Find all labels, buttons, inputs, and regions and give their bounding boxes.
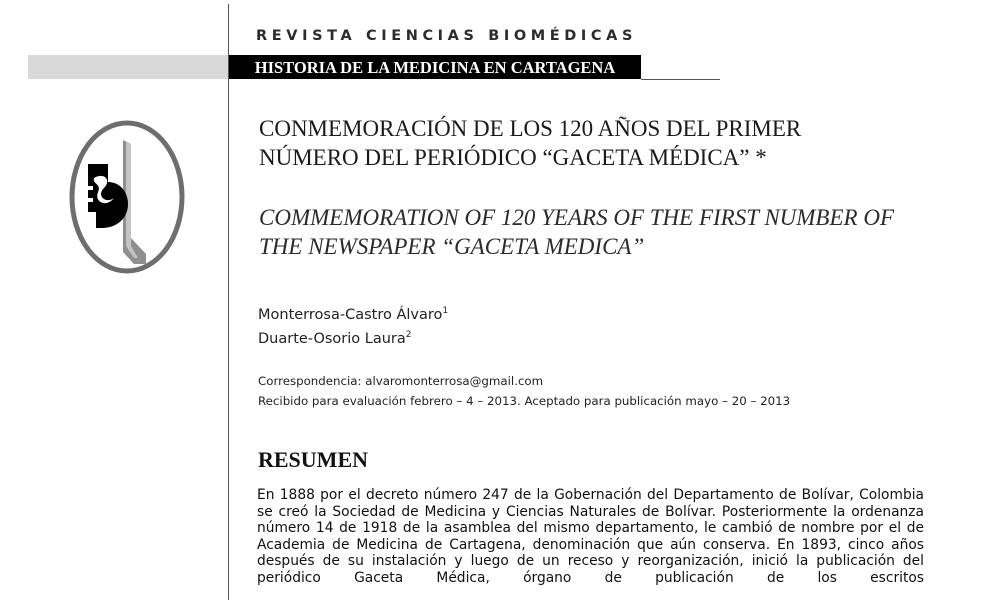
journal-logo-icon (68, 118, 186, 276)
journal-name: REVISTA CIENCIAS BIOMÉDICAS (256, 28, 638, 44)
article-subtitle (259, 203, 894, 261)
resumen-text: En 1888 por el decreto número 247 de la Gobernación del Departamento de Bolívar, Colombia se creó la Sociedad de Medicina y Ciencias Naturales de Bolívar. Posteriormente la ordenanza número 14 de 1918 de la asamblea del mismo departamento, le cambió de nombre por el de Academia de Medicina de Cartagena, denominación que aún conserva. En 1893, cinco años después de su instalación y luego de un receso y reorganización, inició la publicación del periódico Gaceta Médica, órgano de publicación de los escritos (257, 487, 924, 586)
correspondence: Correspondencia: alvaromonterrosa@gmail.com (258, 374, 544, 388)
author-name: Monterrosa-Castro Álvaro (258, 306, 443, 323)
author-name: Duarte-Osorio Laura (258, 330, 406, 347)
subtitle-line: THE NEWSPAPER “GACETA MEDICA” (259, 234, 645, 259)
author-1 (258, 306, 448, 323)
resumen-heading: RESUMEN (258, 447, 369, 472)
article-title (259, 114, 801, 172)
header-rule (641, 79, 720, 80)
vertical-rule (228, 4, 229, 600)
author-affiliation: 2 (405, 330, 412, 340)
received-dates: Recibido para evaluación febrero – 4 – 2013. Aceptado para publicación mayo – 20 – 2013 (258, 394, 791, 408)
section-title: HISTORIA DE LA MEDICINA EN CARTAGENA (229, 55, 641, 79)
author-2 (258, 330, 412, 347)
header-grey-band (28, 55, 228, 79)
title-line: NÚMERO DEL PERIÓDICO “GACETA MÉDICA” * (259, 145, 767, 170)
subtitle-line: COMMEMORATION OF 120 YEARS OF THE FIRST NUMBER OF (259, 205, 894, 230)
title-line: CONMEMORACIÓN DE LOS 120 AÑOS DEL PRIMER (259, 116, 802, 141)
author-affiliation: 1 (442, 306, 449, 316)
